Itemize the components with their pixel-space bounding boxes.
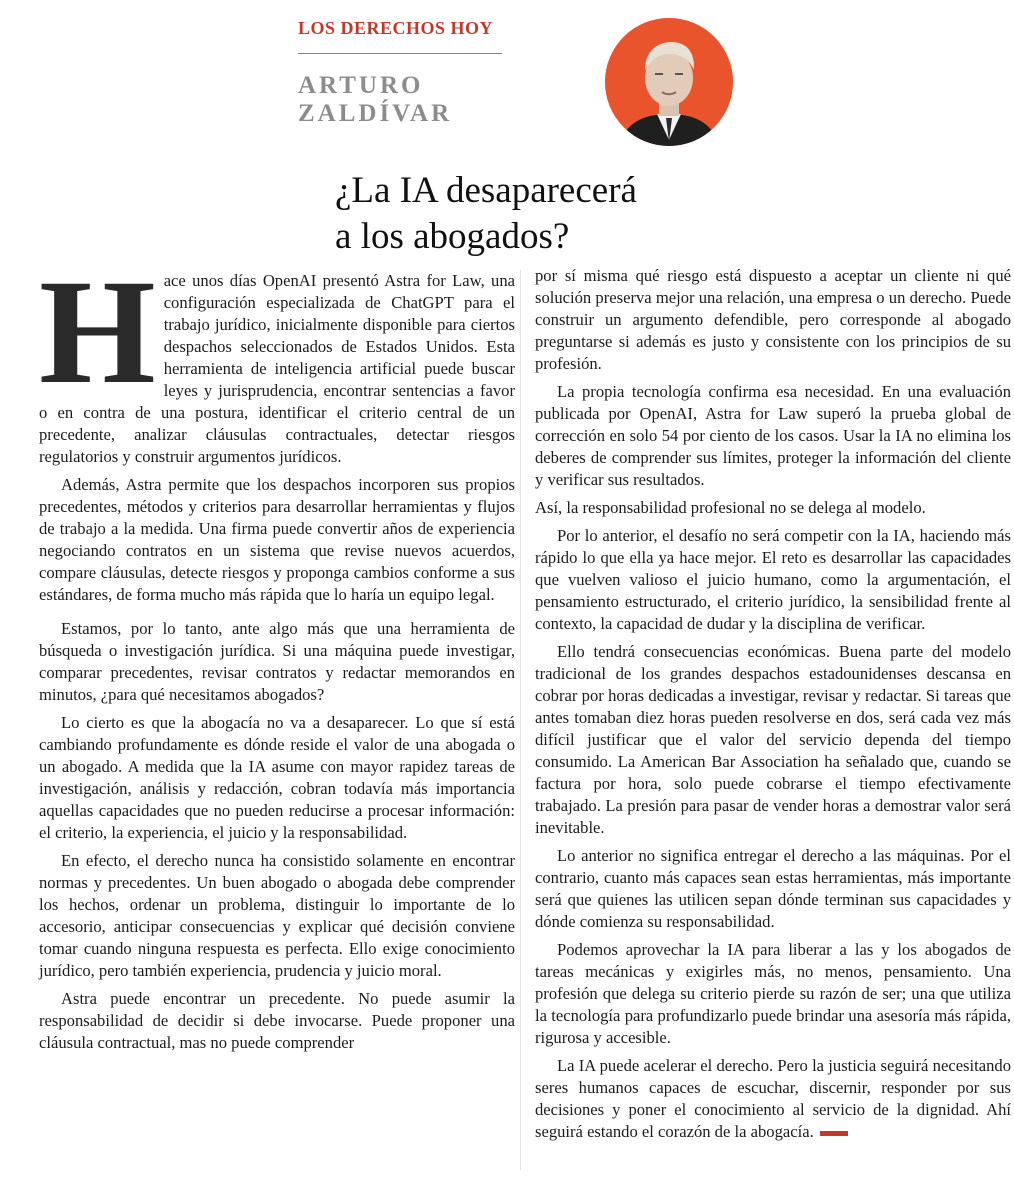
paragraph: por sí misma qué riesgo está dispuesto a aceptar un cliente ni qué solución preserva mejor una relación, una empresa o un derecho. Puede construir un argumento defendible, pero corresponde al abogado preguntarse si además es justo y consistente con los principios de su profesión. [535,266,1011,373]
paragraph-final [535,1055,1011,1143]
headline-line-1: ¿La IA desaparecerá [335,170,637,211]
headline [335,168,637,260]
paragraph-text: ace unos días OpenAI presentó Astra for Law, una configuración especializada de ChatGPT para el trabajo jurídico, inicialmente disponible para ciertos despachos seleccionados de Estados Unidos. Esta herramienta de inteligencia artificial puede buscar leyes y jurisprudencia, encontrar sentencias a favor o en contra de una postura, identificar el criterio central de un precedente, analizar cláusulas contractuales, detectar riesgos regulatorios y construir argumentos jurídicos. [39,271,515,466]
column-divider [520,270,521,1170]
paragraph: Lo anterior no significa entregar el derecho a las máquinas. Por el contrario, cuanto más capaces sean estas herramientas, más importante será que quienes las utilicen sepan dónde terminan sus capacidades y dónde comienza su responsabilidad. [535,846,1011,931]
paragraph: Podemos aprovechar la IA para liberar a las y los abogados de tareas mecánicas y exigirles más, no menos, pensamiento. Una profesión que delega su criterio pierde su razón de ser; una que utiliza la tecnología para profundizarlo puede brindar una asesoría más rápida, rigurosa y accesible. [535,940,1011,1047]
paragraph: Lo cierto es que la abogacía no va a desaparecer. Lo que sí está cambiando profundamente es dónde reside el valor de una abogada o un abogado. A medida que la IA asume con mayor rapidez tareas de investigación, análisis y redacción, cobran todavía más importancia aquellas capacidades que no pueden reducirse a procesar información: el criterio, la experiencia, el juicio y la responsabilidad. [39,713,515,842]
paragraph: Por lo anterior, el desafío no será competir con la IA, haciendo más rápido lo que ella ya hace mejor. El reto es desarrollar las capacidades que vuelven valioso el juicio humano, como la argumentación, el pensamiento estructurado, el criterio jurídico, la sensibilidad frente al contexto, la capacidad de dudar y la disciplina de verificar. [535,526,1011,633]
header-divider [298,53,502,54]
drop-cap: H [39,249,156,415]
author-portrait [605,18,733,146]
author-last-name: ZALDÍVAR [298,100,453,127]
article-column-left [39,249,515,1190]
paragraph: Astra puede encontrar un precedente. No puede asumir la responsabilidad de decidir si debe invocarse. Puede proponer una cláusula contractual, mas no puede comprender [39,989,515,1052]
paragraph: Además, Astra permite que los despachos incorporen sus propios precedentes, métodos y criterios para desarrollar herramientas y flujos de trabajo a la medida. Una firma puede convertir años de experiencia negociando contratos en un sistema que revise nuevos acuerdos, compare cláusulas, detecte riesgos y proponga cambios conforme a sus estándares, de forma mucho más rápida que lo haría un equipo legal. [39,475,515,604]
paragraph-text: La IA puede acelerar el derecho. Pero la justicia seguirá necesitando seres humanos capaces de escuchar, discernir, responder por sus decisiones y poner el conocimiento al servicio de la dignidad. Ahí seguirá estando el corazón de la abogacía. [535,1056,1011,1141]
section-title: LOS DERECHOS HOY [298,18,494,38]
paragraph: Estamos, por lo tanto, ante algo más que una herramienta de búsqueda o investigación jurídica. Si una máquina puede investigar, comparar precedentes, revisar contratos y redactar memorandos en minutos, ¿para qué necesitamos abogados? [39,619,515,704]
paragraph [39,249,515,468]
headline-line-2: a los abogados? [335,216,570,257]
portrait-illustration [605,18,733,146]
paragraph: Así, la responsabilidad profesional no se delega al modelo. [535,498,926,517]
article-column-right [535,265,1011,1185]
author-name [298,72,452,128]
paragraph: Ello tendrá consecuencias económicas. Buena parte del modelo tradicional de los grandes despachos estadounidenses descansa en cobrar por horas dedicadas a investigar, revisar y redactar. Si tareas que antes tomaban diez horas pueden resolverse en dos, será cada vez más difícil justificar que el valor del servicio dependa del tiempo consumido. La American Bar Association ha señalado que, cuando se factura por hora, solo puede cobrarse el tiempo efectivamente trabajado. La presión para pasar de vender horas a demostrar valor será inevitable. [535,642,1011,837]
paragraph: En efecto, el derecho nunca ha consistido solamente en encontrar normas y precedentes. Un buen abogado o abogada debe comprender los hechos, ordenar un problema, distinguir lo importante de lo accesorio, anticipar consecuencias y explicar qué decisión conviene tomar cuando ninguna respuesta es perfecta. Ello exige conocimiento jurídico, pero también experiencia, prudencia y juicio moral. [39,851,515,980]
end-mark [820,1131,848,1136]
paragraph: La propia tecnología confirma esa necesidad. En una evaluación publicada por OpenAI, Astra for Law superó la prueba global de corrección en solo 54 por ciento de los casos. Usar la IA no elimina los deberes de comprender sus límites, proteger la información del cliente y verificar sus resultados. [535,382,1011,489]
author-first-name: ARTURO [298,72,424,99]
